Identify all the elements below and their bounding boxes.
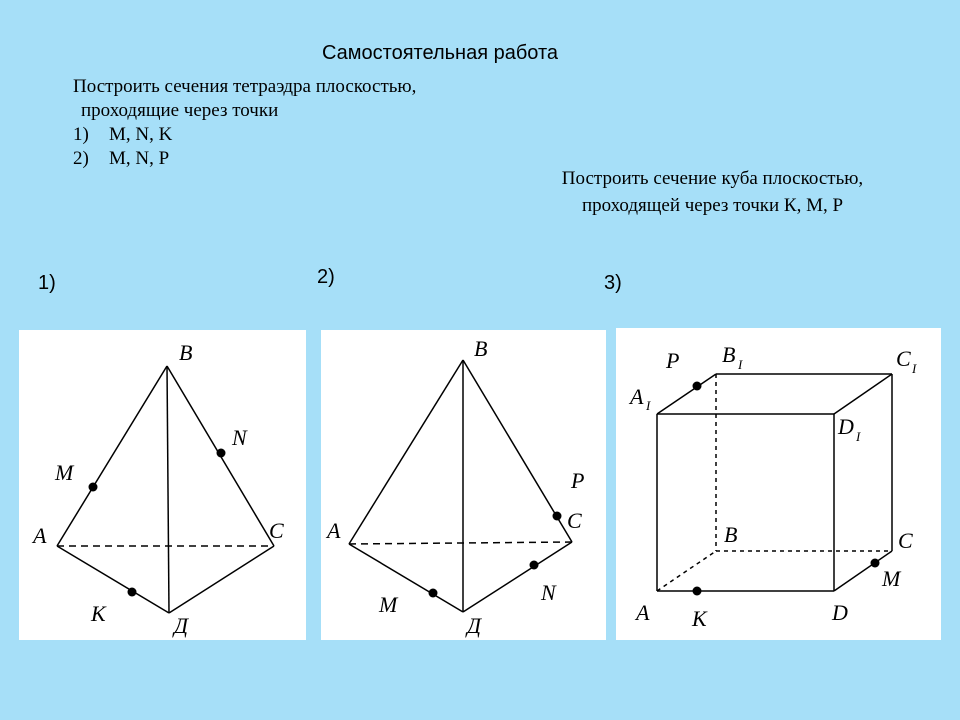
label-c: C (567, 508, 582, 533)
point-k (693, 587, 702, 596)
label-k: K (91, 601, 106, 626)
figure-2-panel (321, 330, 606, 640)
label-p: P (666, 348, 680, 373)
cube-task-line2: проходящей через точки К, М, Р (581, 195, 844, 216)
list-item (73, 123, 416, 147)
point-p (693, 382, 702, 391)
tetrahedron-2-diagram (321, 330, 606, 640)
cube-diagram (616, 328, 941, 640)
label-b1-subscript: I (738, 357, 743, 372)
label-m: M (55, 460, 74, 485)
point-k (128, 588, 137, 597)
label-a: A (33, 523, 47, 548)
item-number: 2) (73, 148, 89, 169)
edge-a1b1 (657, 374, 716, 414)
label-c: C (269, 518, 284, 543)
figure-3-label: 3) (604, 272, 622, 294)
item-number: 1) (73, 124, 89, 145)
label-m: M (379, 592, 398, 617)
label-d1-subscript: I (856, 429, 861, 444)
edge-ad (349, 544, 463, 612)
label-d: Д (467, 613, 481, 638)
point-p (553, 512, 562, 521)
figure-3-panel (616, 328, 941, 640)
tetra-task-line1: Построить сечения тетраэдра плоскостью, (73, 76, 417, 97)
label-d1: D (838, 414, 854, 439)
edge-ab (57, 366, 167, 546)
point-n (217, 449, 226, 458)
item-text: M, N, K (109, 124, 173, 145)
edge-d1c1 (834, 374, 892, 414)
label-n: N (541, 580, 556, 605)
label-a: A (636, 600, 650, 625)
edge-ab-hidden (657, 551, 716, 591)
tetrahedron-1-diagram (19, 330, 306, 640)
label-d: D (832, 600, 848, 625)
tetra-task-line2: проходящие через точки (81, 100, 279, 121)
label-a: A (327, 518, 341, 543)
point-n (530, 561, 539, 570)
label-b1: B (722, 342, 736, 367)
point-m (429, 589, 438, 598)
label-c: C (898, 528, 913, 553)
edge-ad (57, 546, 169, 613)
figure-1-label: 1) (38, 272, 56, 294)
label-a1: A (630, 384, 644, 409)
label-c1: C (896, 346, 911, 371)
page-title: Самостоятельная работа (322, 42, 559, 64)
label-m: M (882, 566, 901, 591)
label-k: K (692, 606, 707, 631)
cube-task-line1: Построить сечение куба плоскостью, (561, 168, 864, 189)
figure-2-label: 2) (317, 266, 335, 288)
list-item (73, 147, 416, 171)
tetrahedron-task (73, 75, 416, 171)
point-m (89, 483, 98, 492)
figure-1-panel (19, 330, 306, 640)
edge-ab (349, 360, 463, 544)
label-p: P (571, 468, 585, 493)
label-d: Д (174, 613, 188, 638)
edge-bd (167, 366, 169, 613)
label-a1-subscript: I (646, 398, 651, 413)
label-b: B (724, 522, 738, 547)
label-c1-subscript: I (912, 361, 917, 376)
edge-cd (169, 546, 274, 613)
item-text: M, N, P (109, 148, 170, 169)
point-m (871, 559, 880, 568)
cube-task (520, 165, 905, 219)
label-b: B (179, 340, 193, 365)
edge-ac-hidden (349, 542, 572, 544)
label-b: B (474, 336, 488, 361)
tetra-task-list (73, 123, 416, 171)
label-n: N (232, 425, 247, 450)
